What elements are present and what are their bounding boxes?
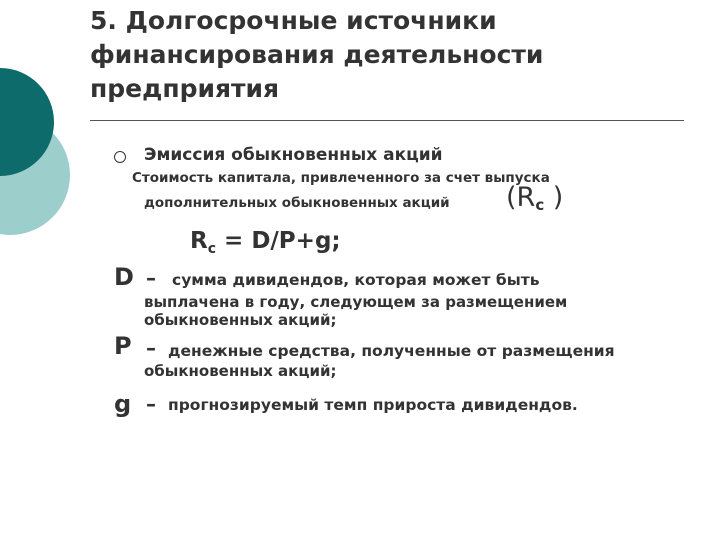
var-p-def-line-1: денежные средства, полученные от размещения [168,342,615,360]
cost-formula [190,227,341,263]
rc-close-paren: ) [544,182,564,213]
var-d-def-line-3: обыкновенных акций; [144,311,337,329]
slide-title [90,4,700,106]
var-p-symbol: P [114,332,132,360]
var-d-def-line-2: выплачена в году, следующем за размещением [144,293,568,311]
title-line-2: финансирования деятельности [90,40,544,69]
bullet-heading: Эмиссия обыкновенных акций [144,145,443,165]
title-line-3: предприятия [90,74,280,103]
decorative-circles [0,0,90,290]
formula-subscript: c [207,241,217,257]
title-divider [90,120,684,121]
var-g-dash: – [146,392,156,416]
rc-subscript: c [535,196,545,214]
title-line-1: 5. Долгосрочные источники [90,6,497,35]
capital-cost-text-line-2: дополнительных обыкновенных акций [144,195,450,211]
rc-symbol [506,183,563,220]
var-d-def-line-1: сумма дивидендов, которая может быть [172,271,540,289]
rc-main: R [516,182,536,213]
circle-bullet-icon [114,151,126,163]
capital-cost-text-line-1: Стоимость капитала, привлеченного за счет выпуска [132,170,550,186]
var-d-symbol: D [114,263,134,291]
var-g-def-line-1: прогнозируемый темп прироста дивидендов. [168,396,578,414]
formula-r: R [190,228,208,254]
formula-rest: = D/P+g; [216,228,341,254]
var-p-dash: – [146,336,156,360]
var-p-def-line-2: обыкновенных акций; [144,362,337,380]
rc-open-paren: ( [506,182,517,213]
var-d-dash: – [146,266,156,290]
var-g-symbol: g [114,390,132,418]
